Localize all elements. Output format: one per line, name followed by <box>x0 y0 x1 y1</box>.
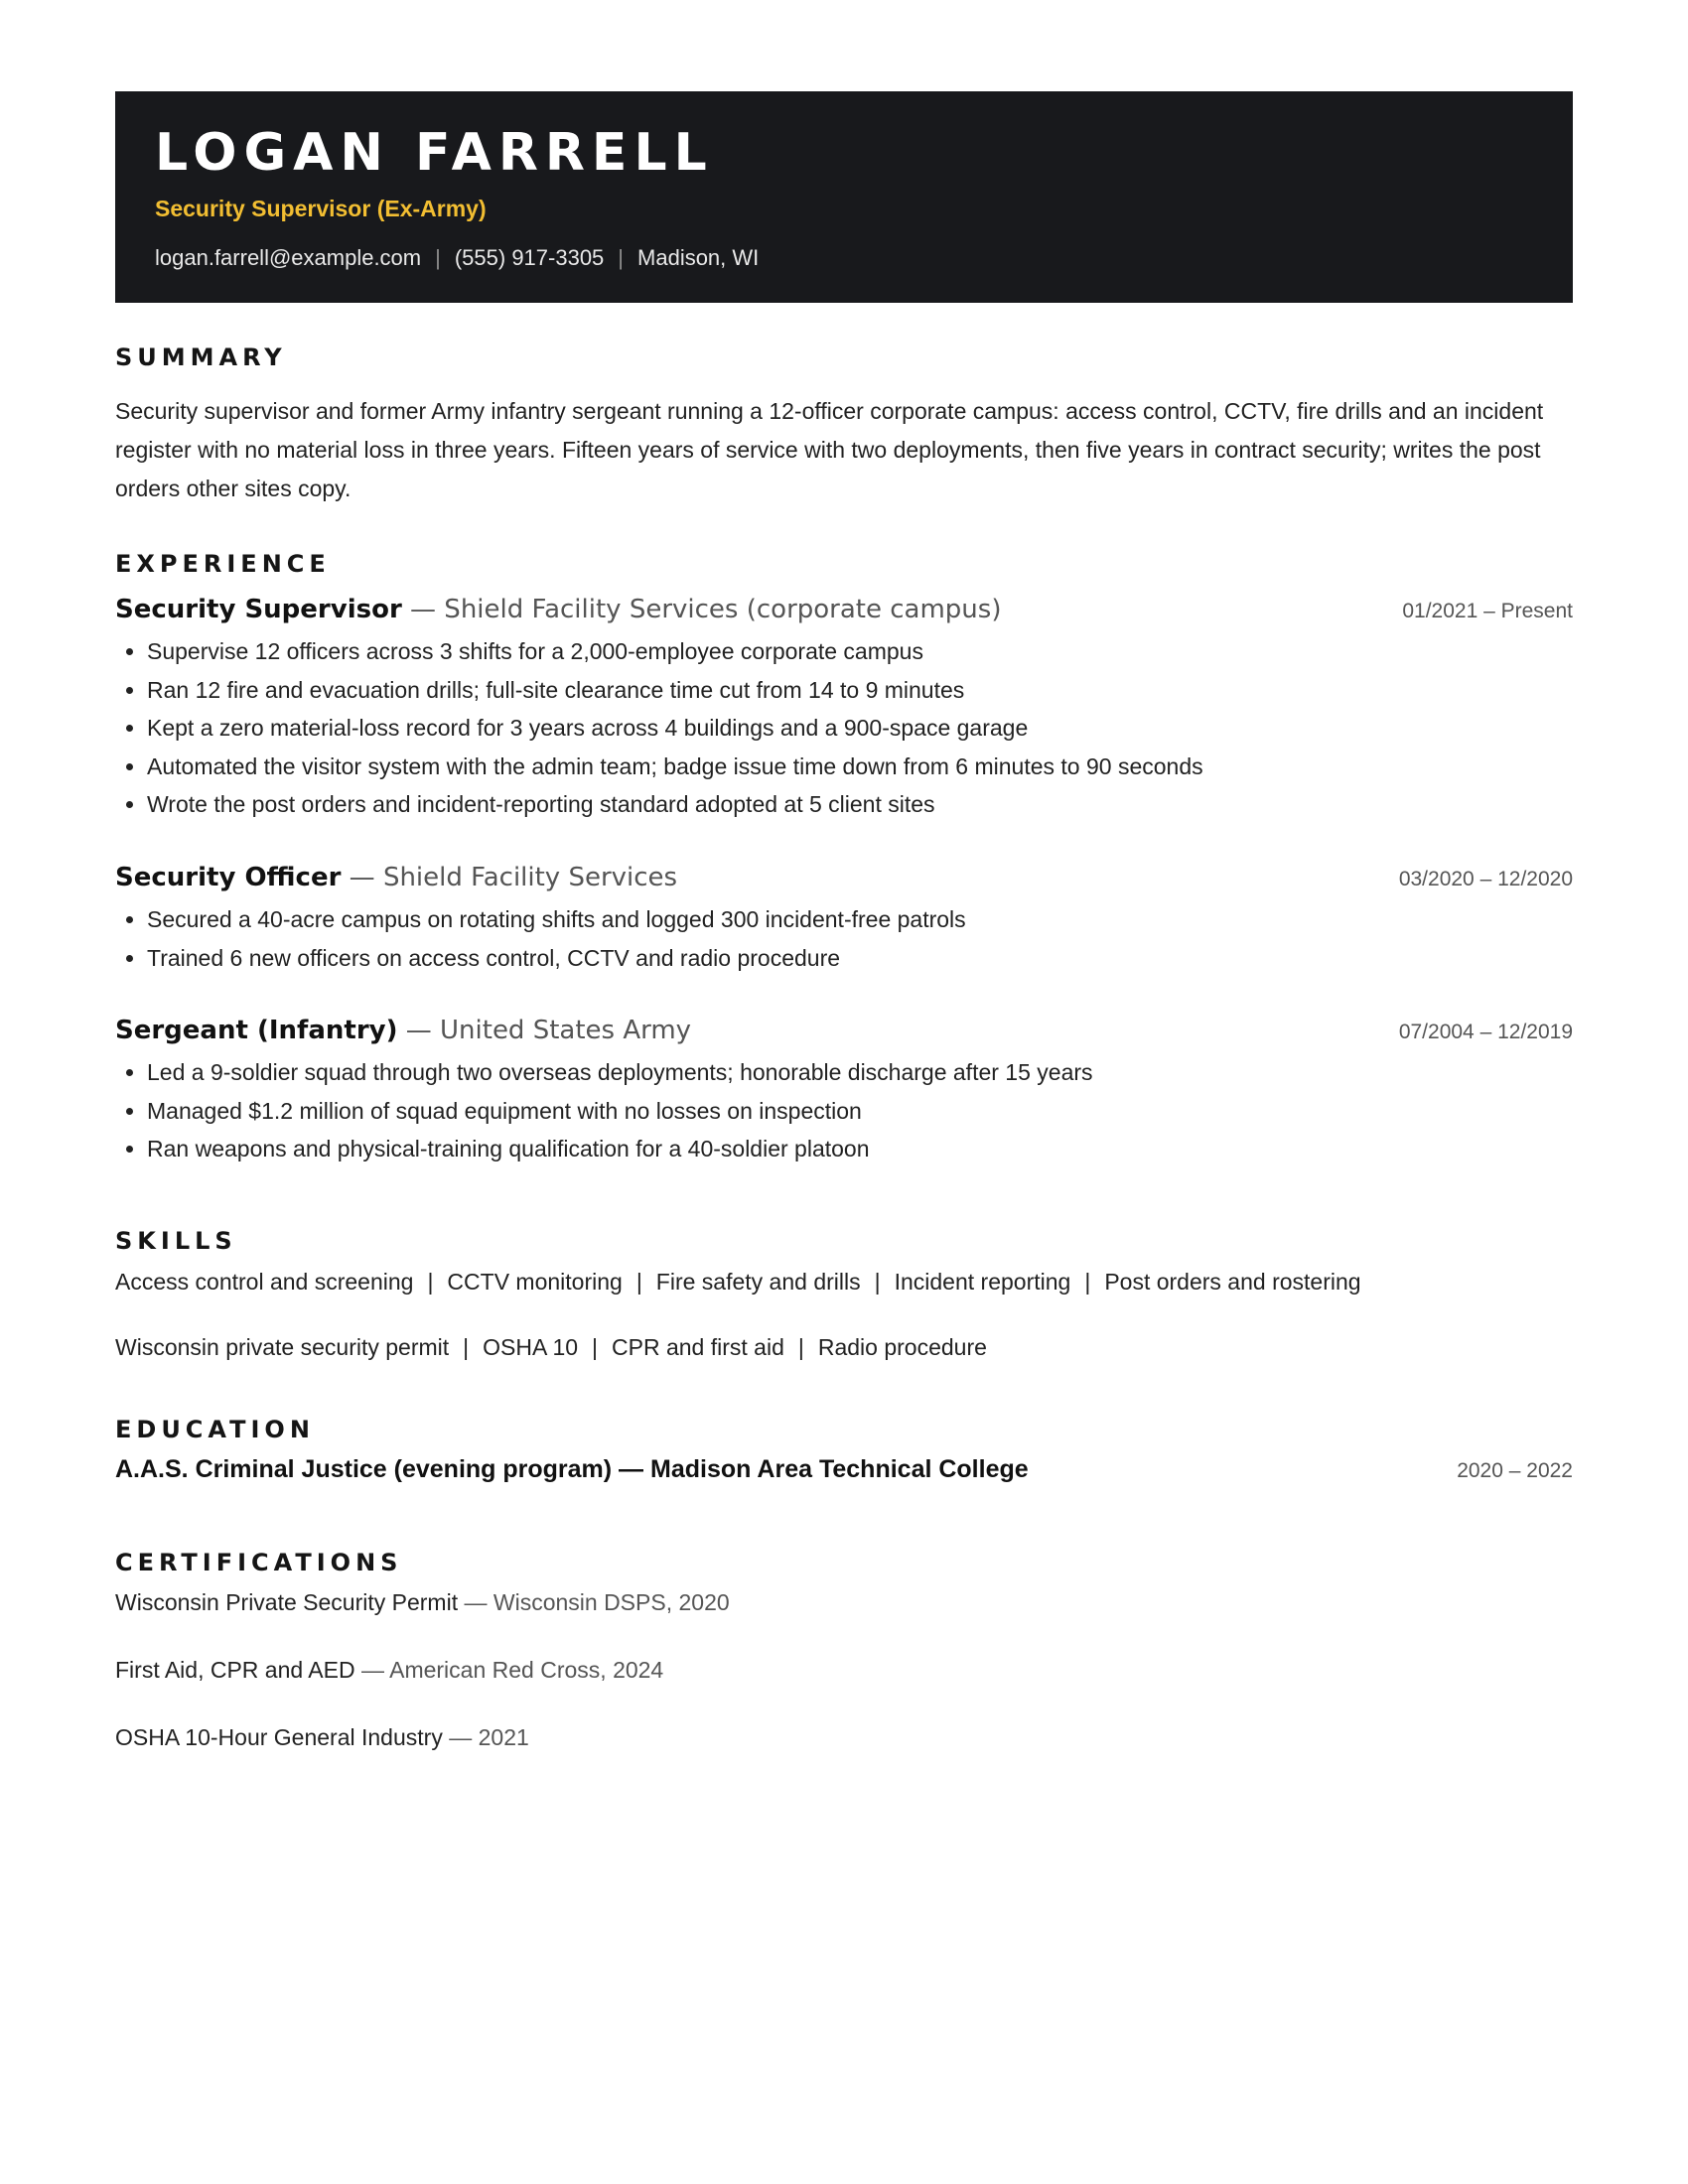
job-title: Security Officer <box>115 863 342 892</box>
skill-separator: | <box>797 1334 804 1360</box>
contact-line <box>155 244 1533 272</box>
job-bullets <box>115 1053 1573 1168</box>
skill-separator: | <box>592 1334 599 1360</box>
skill-separator: | <box>874 1269 881 1295</box>
skill-separator: | <box>463 1334 470 1360</box>
experience-section <box>115 549 1573 1161</box>
job-org: — Shield Facility Services (corporate campus) <box>401 595 1002 624</box>
skill-item: CPR and first aid <box>612 1334 784 1360</box>
skill-item: Incident reporting <box>894 1269 1071 1295</box>
skill-separator: | <box>635 1269 642 1295</box>
list-item: • Trained 6 new officers on access control, CCTV and radio procedure <box>147 939 1573 978</box>
summary-text: Security supervisor and former Army infantry sergeant running a 12-officer corporate campus: access control, CCTV, fire drills and an incident register with no material loss in three years. Fifteen years of service with two deployments, then five years in contract security; writes the post orders other sites copy. <box>115 398 1544 501</box>
education-degree: A.A.S. Criminal Justice (evening program) — Madison Area Technical College <box>115 1455 1029 1483</box>
certification-name: First Aid, CPR and AED <box>115 1657 355 1683</box>
list-item: • Supervise 12 officers across 3 shifts for a 2,000-employee corporate campus <box>147 632 1573 671</box>
list-item: • Managed $1.2 million of squad equipment with no losses on inspection <box>147 1092 1573 1131</box>
list-item: • Secured a 40-acre campus on rotating shifts and logged 300 incident-free patrols <box>147 900 1573 939</box>
job-entry <box>115 1016 1573 1168</box>
summary-section <box>115 342 1573 508</box>
job-bullets <box>115 632 1573 824</box>
education-entry <box>115 1455 1573 1484</box>
skills-line <box>115 1267 1361 1297</box>
list-item: • Automated the visitor system with the admin team; badge issue time down from 6 minutes to 90 seconds <box>147 748 1573 786</box>
job-dates: 03/2020 – 12/2020 <box>1398 868 1573 890</box>
resume-header <box>115 91 1573 303</box>
education-section <box>115 1415 1573 1483</box>
contact-location: Madison, WI <box>637 245 760 270</box>
section-title-skills: SKILLS <box>115 1227 237 1255</box>
job-title: Sergeant (Infantry) <box>115 1016 398 1045</box>
section-title-certifications: CERTIFICATIONS <box>115 1549 403 1576</box>
certification-item <box>115 1655 663 1685</box>
job-org: — Shield Facility Services <box>341 863 678 892</box>
job-org: — United States Army <box>397 1016 692 1045</box>
skill-item: OSHA 10 <box>483 1334 579 1360</box>
skills-line <box>115 1332 987 1362</box>
skill-item: Post orders and rostering <box>1104 1269 1361 1295</box>
job-bullets <box>115 900 1573 977</box>
skill-item: CCTV monitoring <box>447 1269 623 1295</box>
job-header <box>115 863 1573 892</box>
list-item: • Kept a zero material-loss record for 3 years across 4 buildings and a 900-space garage <box>147 709 1573 748</box>
job-header <box>115 1016 1573 1045</box>
job-entry <box>115 863 1573 977</box>
certification-name: OSHA 10-Hour General Industry <box>115 1724 443 1750</box>
job-title: Security Supervisor <box>115 595 402 624</box>
contact-phone[interactable]: (555) 917-3305 <box>454 245 605 270</box>
list-item: • Wrote the post orders and incident-reporting standard adopted at 5 client sites <box>147 785 1573 824</box>
resume-page <box>115 91 1573 1750</box>
section-title-experience: EXPERIENCE <box>115 550 331 578</box>
skill-item: Radio procedure <box>817 1334 987 1360</box>
certification-detail: — 2021 <box>442 1724 529 1750</box>
contact-separator: | <box>435 245 441 270</box>
job-dates: 01/2021 – Present <box>1402 600 1573 622</box>
section-title-summary: SUMMARY <box>115 343 287 371</box>
education-dates: 2020 – 2022 <box>1457 1459 1573 1482</box>
contact-separator: | <box>618 245 625 270</box>
certification-detail: — American Red Cross, 2024 <box>354 1657 664 1683</box>
certification-item <box>115 1587 730 1617</box>
skill-separator: | <box>427 1269 434 1295</box>
contact-email[interactable]: logan.farrell@example.com <box>155 245 422 270</box>
skills-section <box>115 1226 1573 1360</box>
list-item: • Ran weapons and physical-training qualification for a 40-soldier platoon <box>147 1130 1573 1168</box>
candidate-role: Security Supervisor (Ex-Army) <box>155 196 487 221</box>
job-dates: 07/2004 – 12/2019 <box>1398 1021 1573 1043</box>
skill-item: Fire safety and drills <box>655 1269 861 1295</box>
job-entry <box>115 595 1573 824</box>
skill-item: Access control and screening <box>115 1269 414 1295</box>
skill-item: Wisconsin private security permit <box>115 1334 450 1360</box>
list-item: • Led a 9-soldier squad through two overseas deployments; honorable discharge after 15 years <box>147 1053 1573 1092</box>
certification-detail: — Wisconsin DSPS, 2020 <box>458 1589 730 1615</box>
candidate-name: LOGAN FARRELL <box>155 123 714 183</box>
skill-separator: | <box>1084 1269 1091 1295</box>
section-title-education: EDUCATION <box>115 1416 315 1443</box>
certifications-section <box>115 1548 1573 1750</box>
list-item: • Ran 12 fire and evacuation drills; full-site clearance time cut from 14 to 9 minutes <box>147 671 1573 710</box>
certification-item <box>115 1722 529 1752</box>
certification-name: Wisconsin Private Security Permit <box>115 1589 459 1615</box>
job-header <box>115 595 1573 624</box>
